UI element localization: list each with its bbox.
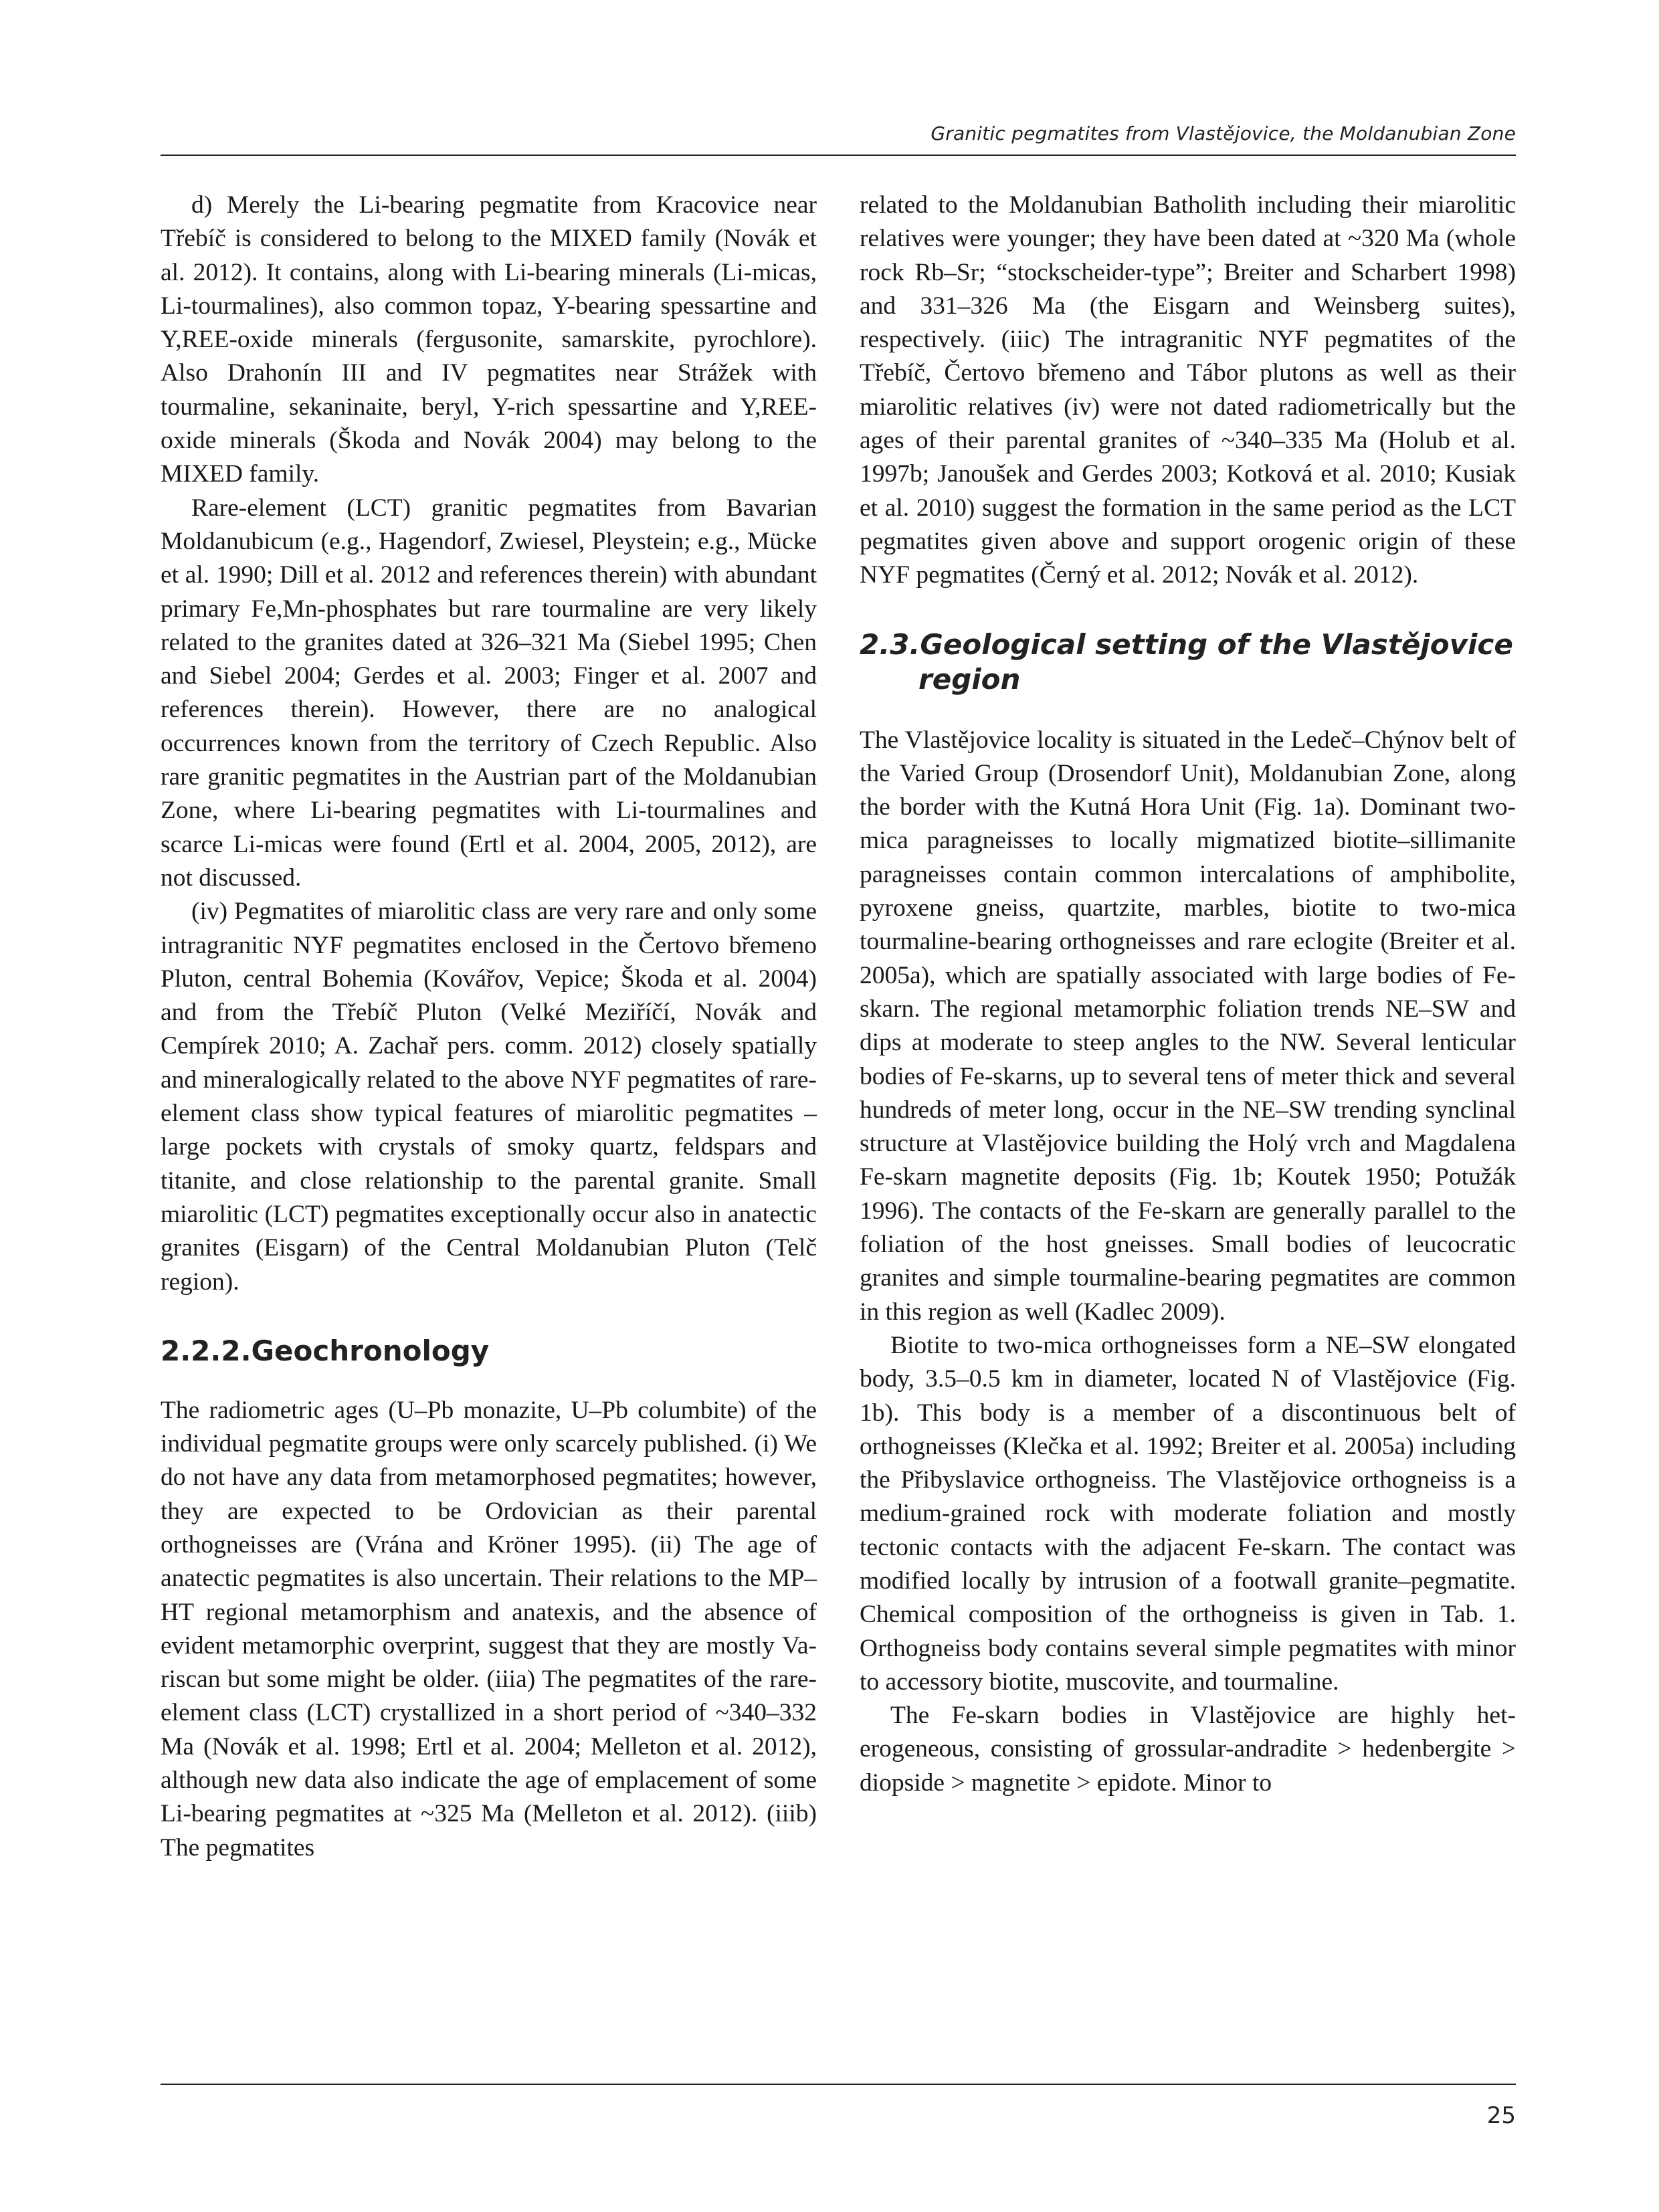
paragraph: (iv) Pegmatites of miarolitic class are very rare and only some intragranitic NYF pegmatites enclosed in the Čertovo břemeno Pluton, central Bohemia (Kovářov, Vepice; Škoda et al. 2004) and from the Třebíč Pluton (Velké Meziříčí, Novák and Cempírek 2010; A. Zachař pers. comm. 2012) closely spatially and mineralogically related to the above NYF pegmatites of rare-element class show typical features of miarolitic pegmatites – large pockets with crystals of smoky quartz, feldspars and titanite, and close relationship to the parental granite. Small miarolitic (LCT) pegmatites exceptionally occur also in anatectic granites (Eisgarn) of the Central Moldanubian Pluton (Telč region). [161,898,817,1296]
paragraph: related to the Moldanubian Batholith including their miarolitic relatives were younger; they have been dated at ~320 Ma (whole rock Rb–Sr; “stockscheider-type”; Breiter and Scharbert 1998) and 331–326 Ma (the Eisgarn and Weinsberg suites), respectively. (iiic) The intragranitic NYF pegmatites of the Třebíč, Čertovo břemeno and Tábor plutons as well as their miarolitic relatives (iv) were not dated radiometrically but the ages of their parental granites of ~340–335 Ma (Holub et al. 1997b; Janoušek and Gerdes 2003; Kotková et al. 2010; Kusiak et al. 2010) suggest the formation in the same period as the LCT pegmatites given above and support orogenic origin of these NYF pegmatites (Černý et al. 2012; Novák et al. 2012). [860,191,1516,589]
section-heading-geological-setting [860,627,1516,697]
paragraph: The Vlastějovice locality is situated in the Ledeč–Chýnov belt of the Varied Group (Drosendorf Unit), Moldanubian Zone, along the border with the Kutná Hora Unit (Fig. 1a). Dominant two-mica paragneisses to locally migmatized biotite–sillimanite paragneisses contain common intercalations of amphibolite, pyroxene gneiss, quartzite, marbles, biotite to two-mica tourmaline-bearing orthogneisses and rare eclogite (Breiter et al. 2005a), which are spatially associated with large bodies of Fe-skarn. The regional metamorphic foliation trends NE–SW and dips at moderate to steep angles to the NW. Several lenticular bodies of Fe-skarns, up to several tens of meter thick and several hundreds of meter long, occur in the NE–SW trending synclinal structure at Vlastějovice building the Holý vrch and Magdalena Fe-skarn magnetite deposits (Fig. 1b; Koutek 1950; Potužák 1996). The contacts of the Fe-skarn are generally parallel to the foliation of the host gneisses. Small bodies of leucocratic granites and simple tourmaline-bearing pegmatites are common in this region as well (Kadlec 2009). [860,726,1516,1326]
right-column [860,189,1516,1800]
header-rule [161,155,1516,156]
paragraph: The radiometric ages (U–Pb monazite, U–Pb columbite) of the individual pegmatite groups were only scarcely published. (i) We do not have any data from metamorphosed pegmatites; however, they are expected to be Ordovician as their parental orthogneisses are (Vrána and Kröner 1995). (ii) The age of anatectic pegmatites is also uncertain. Their relations to the MP–HT regional metamorphism and anatexis, and the absence of evident metamorphic overprint, suggest that they are mostly Variscan but some might be older. (iiia) The pegmatites of the rare-element class (LCT) crystallized in a short period of ~340–332 Ma (Novák et al. 1998; Ertl et al. 2004; Melleton et al. 2012), although new data also indicate the age of emplacement of some Li-bearing pegmatites at ~325 Ma (Melleton et al. 2012). (iiib) The pegmatites [161,1396,817,1862]
section-title: Geochronology [251,1334,490,1367]
paragraph: d) Merely the Li-bearing pegmatite from Kracovice near Třebíč is considered to belong to the MIXED family (Novák et al. 2012). It contains, along with Li-bearing minerals (Li-micas, Li-tourmalines), also common topaz, Y-bearing spessartine and Y,REE-oxide minerals (fergusonite, samarskite, pyrochlore). Also Drahonín III and IV pegmatites near Strážek with tourmaline, sekaninaite, beryl, Y-rich spessartine and Y,REE-oxide minerals (Škoda and Novák 2004) may belong to the MIXED family. [161,191,817,488]
paragraph: The Fe-skarn bodies in Vlastějovice are highly heterogeneous, consisting of grossular-andradite > hedenbergite > diopside > magnetite > epidote. Minor to [860,1702,1516,1797]
section-number: 2.3. [860,627,920,661]
running-header: Granitic pegmatites from Vlastějovice, the Moldanubian Zone [931,122,1516,144]
section-number: 2.2.2. [161,1334,252,1367]
section-heading-geochronology [161,1334,817,1369]
section-title-line1: Geological setting of the Vlastějovice [920,627,1513,661]
footer-rule [161,2084,1516,2085]
page-number: 25 [1486,2102,1516,2129]
left-column [161,189,817,1865]
section-title-line2: region [918,662,1021,696]
paragraph: Biotite to two-mica orthogneisses form a NE–SW elongated body, 3.5–0.5 km in diameter, located N of Vlastějovice (Fig. 1b). This body is a member of a discontinuous belt of orthogneisses (Klečka et al. 1992; Breiter et al. 2005a) including the Přibyslavice orthogneiss. The Vlastějovice orthogneiss is a medium-grained rock with moderate foliation and mostly tectonic contacts with the adjacent Fe-skarn. The contact was modified locally by intrusion of a footwall granite–pegmatite. Chemical composition of the orthogneiss is given in Tab. 1. Orthogneiss body contains several simple pegmatites with minor to accessory biotite, muscovite, and tourmaline. [860,1331,1516,1696]
paragraph: Rare-element (LCT) granitic pegmatites from Bavarian Moldanubicum (e.g., Hagendorf, Zwiesel, Pleystein; e.g., Mücke et al. 1990; Dill et al. 2012 and references therein) with abundant primary Fe,Mn-phosphates but rare tourmaline are very likely related to the granites dated at 326–321 Ma (Siebel 1995; Chen and Siebel 2004; Gerdes et al. 2003; Finger et al. 2007 and references therein). However, there are no analogical occurrences known from the territory of Czech Republic. Also rare granitic pegmatites in the Austrian part of the Moldanubian Zone, where Li-bearing pegmatites with Li-tourmalines and scarce Li-micas were found (Ertl et al. 2004, 2005, 2012), are not discussed. [161,494,817,892]
